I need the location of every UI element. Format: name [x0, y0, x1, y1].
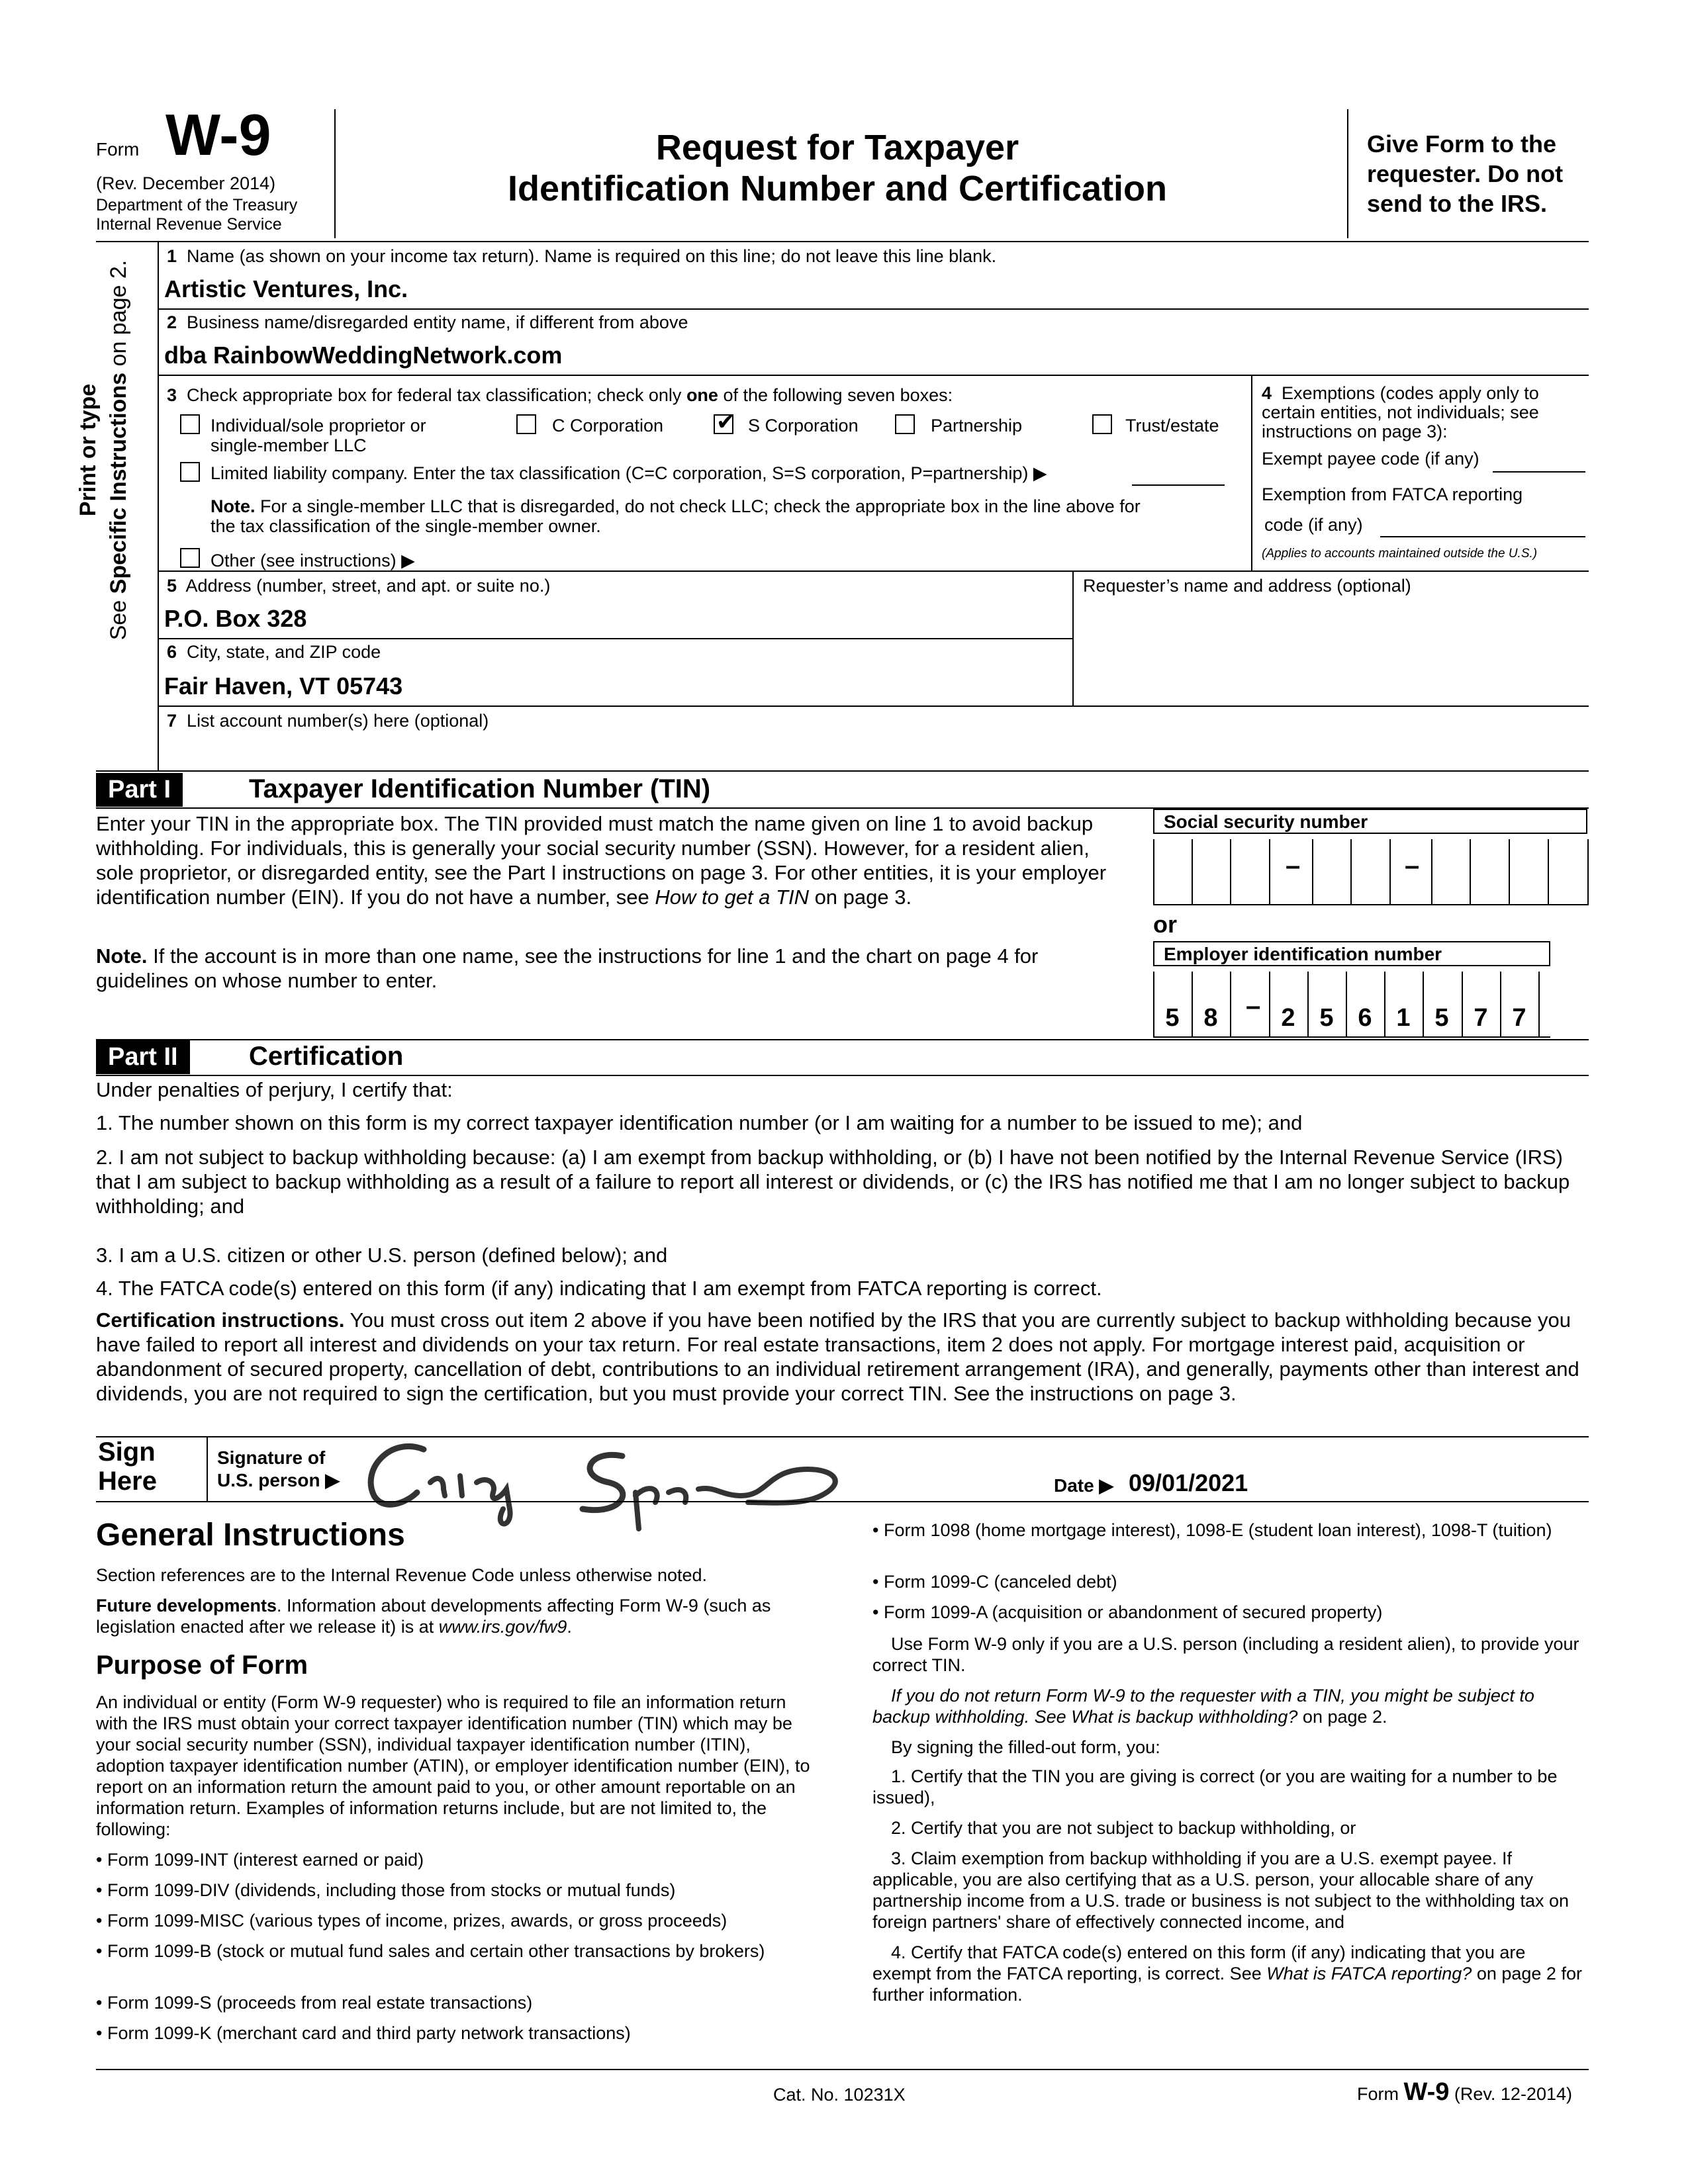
sign-divider	[207, 1437, 208, 1501]
ssn-label: Social security number	[1164, 811, 1368, 832]
left-bullet-5: • Form 1099-S (proceeds from real estate transactions)	[96, 1993, 533, 2013]
part2-title-rule	[96, 1075, 1589, 1076]
address-field[interactable]: P.O. Box 328	[164, 605, 307, 632]
date-field[interactable]: 09/01/2021	[1129, 1469, 1248, 1496]
general-title: General Instructions	[96, 1518, 405, 1553]
backup-warning-link: What is backup withholding?	[1071, 1707, 1298, 1727]
llc-checkbox[interactable]	[180, 462, 200, 482]
ein-label: Employer identification number	[1164, 944, 1442, 964]
part1-p1: Enter your TIN in the appropriate box. The TIN provided must match the name given on line 1 to avoid backup withholding. For individuals, this is generally your social security number (SSN). However, for a resident alien, sole proprietor, or disregarded entity, see the Part I instructions on page 3. For other entities, it is your employer identification number (EIN). If you do not have a number, see	[96, 812, 1107, 909]
trust-label: Trust/estate	[1125, 416, 1219, 435]
cert-item-2: 2. I am not subject to backup withholding because: (a) I am exempt from backup withholding, or (b) I have not been notified by the Internal Revenue Service (IRS) that I am subject to backup withholding as a result of a failure to report all interest or dividends, or (c) the IRS has notified me that I am no longer subject to backup withholding; and	[96, 1146, 1570, 1218]
backup-warning-end: on page 2.	[1297, 1707, 1387, 1727]
ssn-cell-5[interactable]	[1312, 839, 1313, 904]
line6-rule	[159, 705, 1589, 707]
line4-text1: Exemptions (codes apply only to	[1282, 383, 1539, 403]
form-label: Form	[96, 139, 140, 159]
other-checkbox[interactable]	[180, 548, 200, 568]
ssn-dash-1: –	[1286, 851, 1301, 880]
part2-tag: Part II	[96, 1040, 190, 1074]
part1-tag: Part I	[96, 773, 183, 807]
line7-text: List account number(s) here (optional)	[187, 711, 489, 731]
side-instructions	[73, 185, 152, 715]
irs-link[interactable]: www.irs.gov/fw9	[438, 1617, 567, 1637]
individual-line1: Individual/sole proprietor or	[211, 416, 426, 435]
print-or-type: Print or type	[75, 383, 101, 517]
line3-num: 3	[167, 385, 177, 405]
ssn-cell-9[interactable]	[1470, 839, 1471, 904]
exempt-payee-label: Exempt payee code (if any)	[1262, 449, 1479, 469]
footer-rev: (Rev. 12-2014)	[1449, 2084, 1572, 2104]
left-bullet-4: • Form 1099-B (stock or mutual fund sales and certain other transactions by brokers)	[96, 1941, 765, 1961]
line1-text: Name (as shown on your income tax return). Name is required on this line; do not leave this line blank.	[187, 246, 997, 266]
part2-top-rule	[96, 1039, 1589, 1040]
partnership-label: Partnership	[931, 416, 1023, 435]
note-line2: the tax classification of the single-member owner.	[211, 516, 601, 536]
exempt-payee-field[interactable]	[1493, 471, 1585, 473]
ssn-cell-10[interactable]	[1509, 839, 1510, 904]
cert-item-3: 3. I am a U.S. citizen or other U.S. person (defined below); and	[96, 1244, 668, 1267]
requester-label[interactable]: Requester’s name and address (optional)	[1083, 576, 1411, 596]
line6-label	[167, 642, 381, 662]
right-bullet-3: • Form 1099-A (acquisition or abandonment of secured property)	[872, 1602, 1383, 1622]
line6-text: City, state, and ZIP code	[187, 642, 381, 662]
give-form-line2: requester. Do not	[1367, 160, 1564, 187]
ssn-dash-2: –	[1405, 851, 1420, 880]
line2-rule	[159, 375, 1589, 376]
line7-label	[167, 711, 489, 731]
left-bullet-2: • Form 1099-DIV (dividends, including those from stocks or mutual funds)	[96, 1880, 676, 1900]
line4-num: 4	[1262, 383, 1272, 403]
footer-form-label: Form	[1357, 2084, 1404, 2104]
cert-intro: Under penalties of perjury, I certify that:	[96, 1078, 453, 1101]
department: Department of the Treasury	[96, 196, 298, 214]
ssn-cell-4[interactable]	[1269, 839, 1270, 904]
line4-text3: instructions on page 3):	[1262, 422, 1448, 441]
line2-label	[167, 312, 688, 332]
agency: Internal Revenue Service	[96, 215, 282, 234]
cert-instructions-text: You must cross out item 2 above if you have been notified by the IRS that you are currently subject to backup withholding because you have failed to report all interest and dividends on your tax return. For real estate transactions, item 2 does not apply. For mortgage interest paid, acquisition or abandonment of secured property, cancellation of debt, contributions to an individual retirement arrangement (IRA), and generally, payments other than interest and dividends, you are not required to sign the certification, but you must provide your correct TIN. See the instructions on page 3.	[96, 1308, 1579, 1405]
note-bold: Note.	[211, 496, 256, 516]
ssn-cell-8[interactable]	[1431, 839, 1432, 904]
cert-instructions-bold: Certification instructions.	[96, 1308, 345, 1332]
line4-divider	[1251, 375, 1252, 570]
ein-digit-2: 8	[1203, 1004, 1218, 1032]
form-title-line2: Identification Number and Certification	[507, 169, 1168, 208]
header-divider-right	[1347, 109, 1348, 238]
ein-dash: –	[1246, 991, 1261, 1021]
ein-boxes[interactable]	[1153, 972, 1550, 1038]
footer-form	[1357, 2078, 1572, 2107]
ein-digit-3: 2	[1281, 1004, 1295, 1032]
use-w9: Use Form W-9 only if you are a U.S. person (including a resident alien), to provide your correct TIN.	[872, 1634, 1579, 1675]
line2-text: Business name/disregarded entity name, if different from above	[187, 312, 688, 332]
line1-label	[167, 246, 996, 266]
footer-form-number: W-9	[1403, 2078, 1450, 2106]
ein-label-box	[1153, 941, 1550, 966]
ein-digit-5: 6	[1358, 1004, 1372, 1032]
fatca-label: Exemption from FATCA reporting	[1262, 484, 1523, 504]
ssn-cell-2[interactable]	[1192, 839, 1193, 904]
right-bullet-1: • Form 1098 (home mortgage interest), 1098-E (student loan interest), 1098-T (tuition)	[872, 1520, 1552, 1540]
right-item-3: 3. Claim exemption from backup withholding if you are a U.S. exempt payee. If applicable, you are also certifying that as a U.S. person, your allocable share of any partnership income from a U.S. trade or business is not subject to the withholding tax on foreign partners' share of effectively connected income, and	[872, 1848, 1570, 1932]
right-bullet-2: • Form 1099-C (canceled debt)	[872, 1572, 1117, 1592]
cert-item-1: 1. The number shown on this form is my correct taxpayer identification number (or I am waiting for a number to be issued to me); and	[96, 1111, 1303, 1134]
ssn-cell-11[interactable]	[1548, 839, 1549, 904]
trust-checkbox[interactable]	[1092, 414, 1112, 434]
header-bottom-rule	[96, 241, 1589, 242]
part1-note-text: If the account is in more than one name, see the instructions for line 1 and the chart on page 4 for guidelines on whose number to enter.	[96, 944, 1039, 992]
part1-instructions	[96, 811, 1129, 909]
date-label: Date ▶	[1054, 1475, 1114, 1496]
see-instructions	[103, 185, 134, 715]
line5-num: 5	[167, 576, 177, 596]
signature-label-line1: Signature of	[217, 1447, 326, 1468]
footer-rule	[96, 2069, 1589, 2070]
right-item-4-end: on page 2 for further information.	[872, 1964, 1582, 2005]
part1-p1-end: on page 3.	[808, 886, 912, 909]
fatca-code-label: code (if any)	[1264, 515, 1363, 535]
line2-business-field[interactable]: dba RainbowWeddingNetwork.com	[164, 341, 563, 369]
llc-label: Limited liability company. Enter the tax classification (C=C corporation, S=S corporation, P=partnership) ▶	[211, 463, 1047, 483]
c-corp-label: C Corporation	[552, 416, 664, 435]
individual-checkbox[interactable]	[180, 414, 200, 434]
ssn-label-box	[1153, 809, 1587, 834]
ein-cell-end	[1538, 972, 1540, 1036]
ein-digit-7: 5	[1434, 1004, 1449, 1032]
checkmark-icon: ✔	[716, 410, 735, 435]
future-developments	[96, 1595, 831, 1637]
form-number: W-9	[165, 102, 271, 167]
catalog-number: Cat. No. 10231X	[773, 2085, 906, 2105]
line7-num: 7	[167, 711, 177, 731]
note-line1: For a single-member LLC that is disregarded, do not check LLC; check the appropriate box in the line above for	[255, 496, 1141, 516]
ein-digit-4: 5	[1319, 1004, 1334, 1032]
ssn-cell-1[interactable]	[1153, 839, 1154, 904]
form-title-line1: Request for Taxpayer	[655, 128, 1019, 167]
revision: (Rev. December 2014)	[96, 173, 276, 193]
cert-instructions	[96, 1308, 1585, 1406]
give-form-note	[1367, 129, 1563, 218]
handwritten-signature[interactable]	[344, 1430, 874, 1535]
s-corp-label: S Corporation	[748, 416, 859, 435]
backup-warning	[872, 1685, 1587, 1727]
see-post: on page 2.	[106, 259, 131, 373]
individual-label	[211, 416, 426, 455]
line3-pre: Check appropriate box for federal tax classification; check only	[187, 385, 686, 405]
c-corp-checkbox[interactable]	[516, 414, 536, 434]
left-bullet-3: • Form 1099-MISC (various types of income, prizes, awards, or gross proceeds)	[96, 1911, 727, 1931]
sign-here	[98, 1437, 157, 1496]
or-label: or	[1153, 911, 1177, 938]
side-divider	[158, 242, 159, 772]
ssn-cell-7[interactable]	[1389, 839, 1391, 904]
part2-title: Certification	[249, 1042, 404, 1071]
line1-name-field[interactable]: Artistic Ventures, Inc.	[164, 275, 408, 302]
line3-label	[167, 385, 953, 405]
ssn-cell-6[interactable]	[1350, 839, 1352, 904]
section-refs: Section references are to the Internal Revenue Code unless otherwise noted.	[96, 1565, 708, 1585]
city-state-zip-field[interactable]: Fair Haven, VT 05743	[164, 672, 403, 700]
line3-rule	[159, 570, 1589, 572]
give-form-line1: Give Form to the	[1367, 130, 1557, 158]
line3-bold: one	[686, 385, 718, 405]
individual-line2: single-member LLC	[211, 435, 367, 455]
part1-title: Taxpayer Identification Number (TIN)	[249, 774, 711, 803]
sign-bottom-rule	[96, 1501, 1589, 1502]
ssn-cell-3[interactable]	[1230, 839, 1231, 904]
line1-rule	[159, 308, 1589, 310]
signature-label	[217, 1447, 340, 1492]
llc-entry-line[interactable]	[1132, 484, 1225, 486]
line3-post: of the following seven boxes:	[718, 385, 953, 405]
ein-digit-1: 5	[1165, 1004, 1180, 1032]
future-end: .	[567, 1617, 572, 1637]
see-bold: Specific Instructions	[106, 372, 131, 594]
give-form-line3: send to the IRS.	[1367, 190, 1548, 217]
line4-block	[1262, 384, 1539, 441]
s-corp-checkbox[interactable]	[714, 410, 735, 435]
right-item-4-ital: What is FATCA reporting?	[1266, 1964, 1472, 1983]
right-item-2: 2. Certify that you are not subject to backup withholding, or	[891, 1818, 1356, 1838]
line5-text: Address (number, street, and apt. or suite no.)	[185, 576, 551, 596]
ein-cell-3[interactable]	[1230, 972, 1231, 1036]
right-item-4-pre: 4. Certify that FATCA code(s) entered on this form (if any) indicating that you are exempt from the FATCA reporting, is correct. See	[872, 1942, 1526, 1983]
cert-item-4: 4. The FATCA code(s) entered on this form (if any) indicating that I am exempt from FATCA reporting is correct.	[96, 1277, 1102, 1300]
by-signing: By signing the filled-out form, you:	[891, 1737, 1160, 1757]
other-label: Other (see instructions) ▶	[211, 551, 415, 570]
fatca-code-field[interactable]	[1380, 536, 1585, 537]
ein-digit-9: 7	[1512, 1004, 1526, 1032]
see-pre: See	[106, 594, 131, 641]
future-bold: Future developments	[96, 1596, 277, 1615]
signature-label-line2: U.S. person ▶	[217, 1470, 340, 1490]
line5-rule	[159, 638, 1072, 639]
requester-divider	[1072, 570, 1074, 707]
ein-digit-8: 7	[1474, 1004, 1488, 1032]
right-item-1: 1. Certify that the TIN you are giving is correct (or you are waiting for a number to be issued),	[872, 1766, 1558, 1807]
line1-num: 1	[167, 246, 177, 266]
part1-top-rule	[96, 770, 1589, 772]
line2-num: 2	[167, 312, 177, 332]
purpose-title: Purpose of Form	[96, 1651, 308, 1680]
left-bullet-1: • Form 1099-INT (interest earned or paid)	[96, 1850, 424, 1870]
part1-note	[96, 944, 1129, 993]
future-text: . Information about developments affecting Form W-9 (such as legislation enacted after we release it) is at	[96, 1596, 771, 1637]
left-bullet-6: • Form 1099-K (merchant card and third party network transactions)	[96, 2023, 631, 2043]
part1-note-bold: Note.	[96, 944, 148, 968]
ssn-boxes[interactable]	[1153, 839, 1589, 905]
line5-label	[167, 576, 550, 596]
line4-text2: certain entities, not individuals; see	[1262, 402, 1539, 422]
here-word: Here	[98, 1467, 157, 1496]
applies-note: (Applies to accounts maintained outside the U.S.)	[1262, 547, 1538, 561]
purpose-text: An individual or entity (Form W-9 requester) who is required to file an information return with the IRS must obtain your correct taxpayer identification number (TIN) which may be your social security number (SSN), individual taxpayer identification number (ITIN), adoption taxpayer identification number (ATIN), or employer identification number (EIN), to report on an information return the amount paid to you, or other amount reportable on an information return. Examples of information returns include, but are not limited to, the following:	[96, 1692, 810, 1839]
sign-word: Sign	[98, 1437, 156, 1467]
right-item-4	[872, 1942, 1587, 2005]
line6-num: 6	[167, 642, 177, 662]
llc-note	[211, 496, 1243, 536]
part1-p1-ital: How to get a TIN	[655, 886, 809, 909]
ein-digit-6: 1	[1396, 1004, 1411, 1032]
backup-warning-ital: If you do not return Form W-9 to the requester with a TIN, you might be subject to backup withholding. See	[872, 1686, 1534, 1727]
partnership-checkbox[interactable]	[895, 414, 915, 434]
